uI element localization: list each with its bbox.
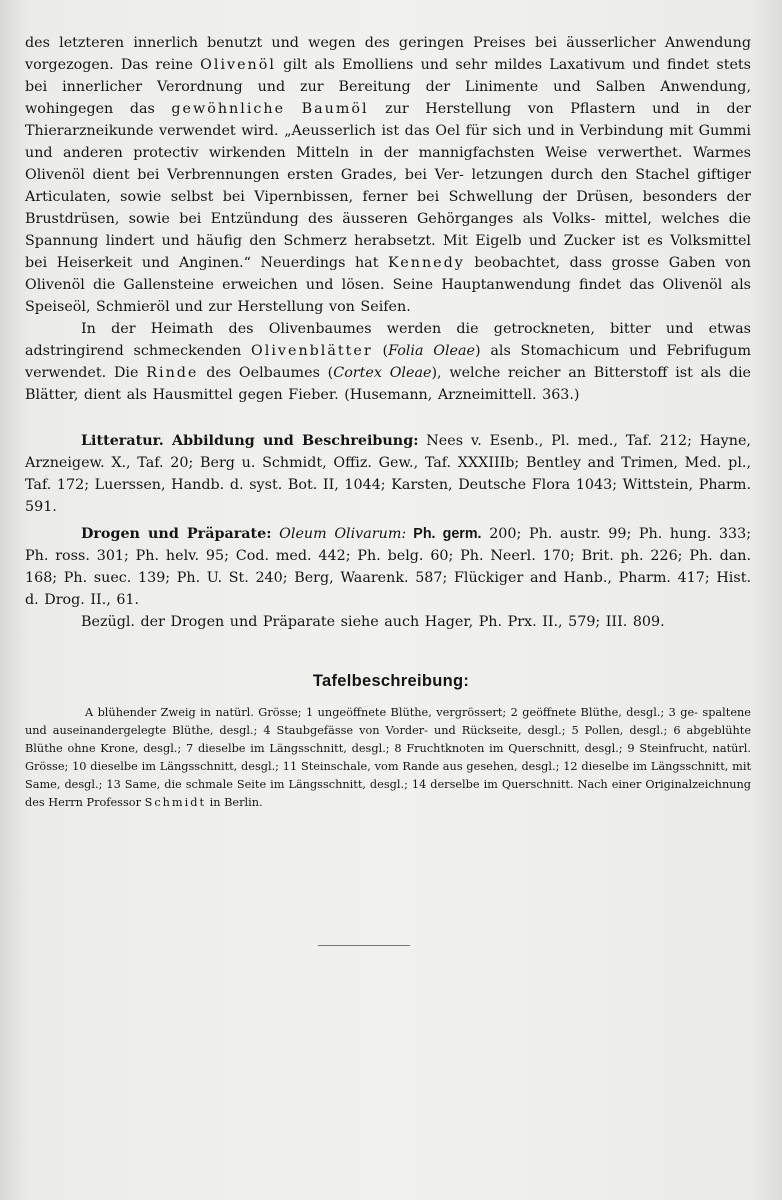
body-text xyxy=(25,32,751,406)
plate-description-title: Tafelbeschreibung: xyxy=(312,672,470,690)
literature-heading: Litteratur. Abbildung und Beschreibung: xyxy=(81,433,419,449)
paragraph-olive-leaves: In der Heimath des Olivenbaumes werden die getrockneten, bitter und etwas adstringirend schmeckenden Olivenblätter (Folia Oleae) als Stomachicum und Febrifugum verwendet. Die Rinde des Oelbaumes (Cortex Oleae), welche reicher an Bitterstoff ist als die Blätter, dient als Hausmittel gegen Fieber. (Husemann, Arzneimittell. 363.) xyxy=(25,321,752,403)
drugs-section: Drogen und Präparate: Oleum Olivarum: Ph. germ. 200; Ph. austr. 99; Ph. hung. 333; Ph. ross. 301; Ph. helv. 95; Cod. med. 442; Ph. belg. 60; Ph. Neerl. 170; Brit. ph. 226; Ph. dan. 168; Ph. suec. 139; Ph. U. St. 240; Berg, Waarenk. 587; Flückiger and Hanb., Pharm. 417; Hist. d. Drog. II., 61. Bezügl. der Drogen und Präparate siehe auch Hager, Ph. Prx. II., 579; III. 809. xyxy=(25,523,751,633)
drugs-note: Bezügl. der Drogen und Präparate siehe auch Hager, Ph. Prx. II., 579; III. 809. xyxy=(81,614,665,630)
drugs-heading: Drogen und Präparate: xyxy=(81,526,272,542)
literature-section: Litteratur. Abbildung und Beschreibung: Nees v. Esenb., Pl. med., Taf. 212; Hayne, Arzneigew. X., Taf. 20; Berg u. Schmidt, Offiz. Gew., Taf. XXXIIIb; Bentley and Trimen, Med. pl., Taf. 172; Luerssen, Handb. d. syst. Bot. II, 1044; Karsten, Deutsche Flora 1043; Wittstein, Pharm. 591. xyxy=(25,433,751,515)
plate-description: A blühender Zweig in natürl. Grösse; 1 ungeöffnete Blüthe, vergrössert; 2 geöffnete Blüthe, desgl.; 3 ge- spaltene und auseinandergelegte Blüthe, desgl.; 4 Staubgefässe von Vorder- und Rückseite, desgl.; 5 Pollen, desgl.; 6 abgeblühte Blüthe ohne Krone, desgl.; 7 dieselbe im Längsschnitt, desgl.; 8 Fruchtknoten im Querschnitt, desgl.; 9 Steinfrucht, natürl. Grösse; 10 dieselbe im Längsschnitt, desgl.; 11 Steinschale, vom Rande aus gesehen, desgl.; 12 dieselbe im Längsschnitt, mit Same, desgl.; 13 Same, die schmale Seite im Längsschnitt, desgl.; 14 derselbe im Querschnitt. Nach einer Originalzeichnung des Herrn Professor Schmidt in Berlin. xyxy=(25,706,751,809)
section-divider xyxy=(318,945,410,946)
paragraph-olive-oil-uses: des letzteren innerlich benutzt und wegen des geringen Preises bei äusserlicher Anwendung vorgezogen. Das reine Olivenöl gilt als Emolliens und sehr mildes Laxativum und findet stets bei innerlicher Verordnung und zur Bereitung der Linimente und Salben Anwendung, wohingegen das gewöhnliche Baumöl zur Herstellung von Pflastern und in der Thierarzneikunde verwendet wird. „Aeusserlich ist das Oel für sich und in Verbindung mit Gummi und anderen protectiv wirkenden Mitteln in der mannigfachsten Weise verwerthet. Warmes Olivenöl dient bei Verbrennungen ersten Grades, bei Ver- letzungen durch den Stachel giftiger Articulaten, sowie selbst bei Vipernbissen, ferner bei Schwellung der Drüsen, besonders der Brustdrüsen, sowie bei Entzündung des äusseren Gehörganges als Volks- mittel, welches die Spannung lindert und häufig den Schmerz herabsetzt. Mit Eigelb und Zucker ist es Volksmittel bei Heiserkeit und Anginen.“ Neuerdings hat Kennedy beobachtet, dass grosse Gaben von Olivenöl die Gallensteine erweichen und lösen. Seine Hauptanwendung findet das Olivenöl als Speiseöl, Schmieröl und zur Herstellung von Seifen. xyxy=(25,35,752,315)
